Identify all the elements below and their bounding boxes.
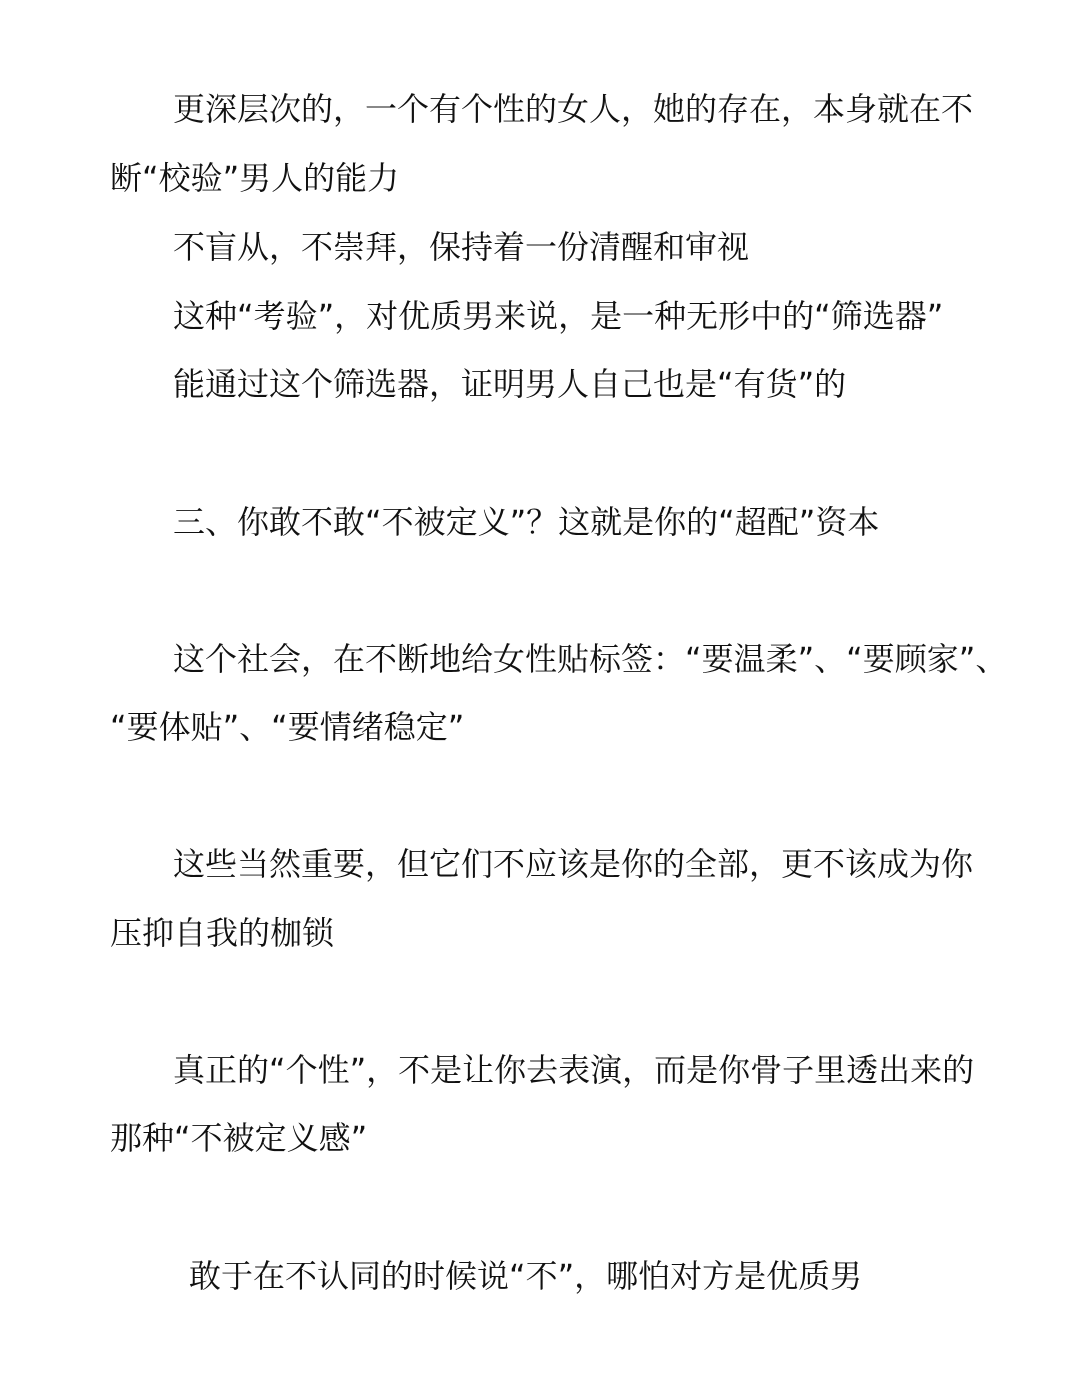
text-line-1: 更深层次的，一个有个性的女人，她的存在，本身就在不: [173, 90, 974, 128]
text-line-5: 能通过这个筛选器，证明男人自己也是“有货”的: [173, 365, 847, 403]
section-heading: 三、你敢不敢“不被定义”？这就是你的“超配”资本: [173, 503, 880, 541]
text-line-3: 不盲从，不崇拜，保持着一份清醒和审视: [173, 228, 750, 266]
text-line-10: 压抑自我的枷锁: [110, 914, 335, 952]
text-line-9: 这些当然重要，但它们不应该是你的全部，更不该成为你: [173, 845, 974, 883]
text-line-7: 这个社会，在不断地给女性贴标签：“要温柔”、“要顾家”、: [173, 640, 1008, 678]
text-line-4: 这种“考验”，对优质男来说，是一种无形中的“筛选器”: [173, 297, 944, 335]
text-line-12: 那种“不被定义感”: [110, 1119, 368, 1157]
text-line-2: 断“校验”男人的能力: [110, 159, 400, 197]
text-line-8: “要体贴”、“要情绪稳定”: [110, 708, 465, 746]
text-line-11: 真正的“个性”，不是让你去表演，而是你骨子里透出来的: [173, 1051, 975, 1089]
text-line-13: 敢于在不认同的时候说“不”，哪怕对方是优质男: [189, 1257, 863, 1295]
